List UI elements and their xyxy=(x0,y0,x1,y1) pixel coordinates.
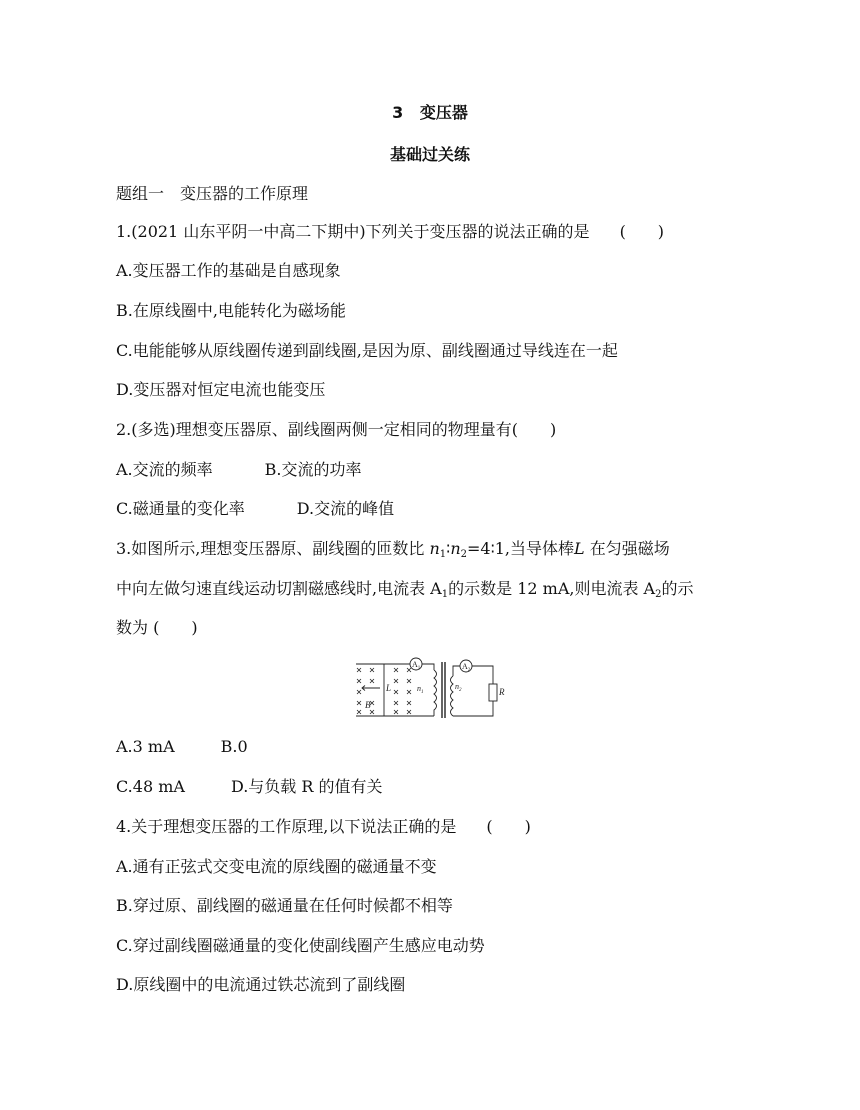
q1-option-c: C.电能能够从原线圈传递到副线圈,是因为原、副线圈通过导线连在一起 xyxy=(116,341,618,360)
transformer-circuit-figure xyxy=(352,654,505,722)
subtitle: 基础过关练 xyxy=(389,145,470,164)
coil1-label: $n_1$ xyxy=(417,684,424,695)
q4-answer-paren: ( ) xyxy=(486,817,531,836)
q2-options-row2 xyxy=(116,498,394,520)
ammeter-a2-label: $A_2$ xyxy=(462,662,471,673)
velocity-arrow xyxy=(362,686,380,691)
q1-option-a: A.变压器工作的基础是自感现象 xyxy=(116,261,341,280)
coil2-label: $n_2$ xyxy=(455,682,462,693)
section-title-text: 变压器 xyxy=(419,103,468,122)
section-number: 3 xyxy=(392,103,404,122)
field-cross xyxy=(370,710,374,714)
q3-option-c: C.48 mA xyxy=(116,777,185,796)
q3-n1-sub: 1 xyxy=(439,549,447,560)
resistor-label: R xyxy=(499,687,505,697)
field-cross xyxy=(394,710,398,714)
field-cross xyxy=(394,679,398,683)
field-cross xyxy=(407,701,411,705)
q3-text-1: 3.如图所示,理想变压器原、副线圈的匝数比 xyxy=(116,539,425,558)
q4-option-a: A.通有正弦式交变电流的原线圈的磁通量不变 xyxy=(116,857,437,876)
q3-ratio: =4∶1,当导体棒 xyxy=(467,539,575,558)
q1-stem xyxy=(116,221,664,243)
q2-option-a: A.交流的频率 xyxy=(116,460,213,479)
field-cross xyxy=(370,679,374,683)
q2-option-b: B.交流的功率 xyxy=(264,460,362,479)
q3-a2-sub: 2 xyxy=(655,589,662,600)
q3-a1-sub: 1 xyxy=(441,589,449,600)
primary-coil xyxy=(434,670,437,716)
field-cross xyxy=(407,690,411,694)
q3-rod-L: L xyxy=(574,539,585,558)
q1-stem-text: 1.(2021 山东平阴一中高二下期中)下列关于变压器的说法正确的是 xyxy=(116,222,590,241)
q4-stem xyxy=(116,816,531,838)
q3-n2: n xyxy=(450,539,461,558)
q4-option-d: D.原线圈中的电流通过铁芯流到了副线圈 xyxy=(116,975,406,994)
q3-stem-line3: 数为 ( ) xyxy=(116,618,198,637)
field-cross xyxy=(394,668,398,672)
q4-option-c: C.穿过副线圈磁通量的变化使副线圈产生感应电动势 xyxy=(116,936,485,955)
q3-n2-sub: 2 xyxy=(460,549,467,560)
field-cross xyxy=(407,679,411,683)
field-label: B xyxy=(365,700,371,710)
field-cross xyxy=(357,679,361,683)
field-cross xyxy=(370,668,374,672)
q2-stem: 2.(多选)理想变压器原、副线圈两侧一定相同的物理量有( ) xyxy=(116,420,557,439)
field-cross xyxy=(357,668,361,672)
rod-label: L xyxy=(386,683,392,693)
q4-option-b: B.穿过原、副线圈的磁通量在任何时候都不相等 xyxy=(116,896,453,915)
q1-option-b: B.在原线圈中,电能转化为磁场能 xyxy=(116,301,346,320)
field-cross xyxy=(370,701,374,705)
q3-text-5: 的示 xyxy=(661,579,694,598)
field-cross xyxy=(357,690,361,694)
q3-stem-line1 xyxy=(116,538,670,566)
q4-stem-text: 4.关于理想变压器的工作原理,以下说法正确的是 xyxy=(116,817,457,836)
q3-colon: ∶ xyxy=(446,539,451,558)
field-cross xyxy=(407,668,411,672)
q3-option-a: A.3 mA xyxy=(116,737,175,756)
q3-n1: n xyxy=(429,539,440,558)
q1-option-d: D.变压器对恒定电流也能变压 xyxy=(116,380,326,399)
q2-options-row1 xyxy=(116,459,362,481)
q1-answer-paren: ( ) xyxy=(619,222,665,241)
q2-option-d: D.交流的峰值 xyxy=(296,499,395,518)
q3-options-row1 xyxy=(116,736,248,758)
field-cross xyxy=(357,710,361,714)
field-cross xyxy=(394,701,398,705)
question-group-heading: 题组一 变压器的工作原理 xyxy=(116,184,309,203)
field-cross xyxy=(357,701,361,705)
q3-option-b: B.0 xyxy=(220,737,248,756)
q3-stem-line2 xyxy=(116,578,694,606)
ammeter-a1-label: $A_1$ xyxy=(412,660,421,671)
q3-text-3: 中向左做匀速直线运动切割磁感线时,电流表 A xyxy=(116,579,442,598)
q3-text-2: 在匀强磁场 xyxy=(589,539,670,558)
secondary-coil xyxy=(451,676,454,716)
q3-options-row2 xyxy=(116,776,383,798)
section-title xyxy=(0,102,860,124)
q2-option-c: C.磁通量的变化率 xyxy=(116,499,245,518)
field-cross xyxy=(407,710,411,714)
q3-option-d: D.与负载 R 的值有关 xyxy=(230,777,383,796)
field-cross xyxy=(394,690,398,694)
resistor-r xyxy=(489,684,497,701)
q3-text-4: 的示数是 12 mA,则电流表 A xyxy=(448,579,656,598)
